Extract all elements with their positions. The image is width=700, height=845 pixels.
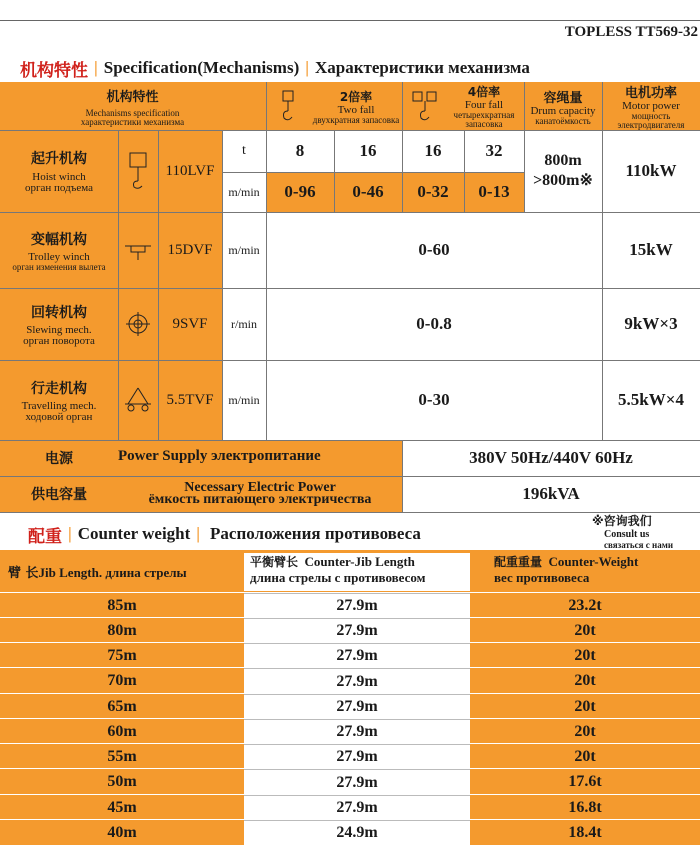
- motor-cn: 电机功率: [624, 86, 677, 101]
- counter-jib-cell: 27.9m: [244, 593, 470, 618]
- header-four-fall: [445, 82, 523, 130]
- counter-weight-cell: 20t: [470, 668, 700, 694]
- jib-length-cell: 65m: [0, 694, 244, 719]
- grid-line: [402, 440, 403, 512]
- trolley-speed: 0-60: [418, 240, 450, 259]
- counter-weight-cell: 17.6t: [470, 769, 700, 795]
- table-row: [0, 718, 700, 744]
- slew-ru: орган поворота: [23, 334, 95, 347]
- travel-model: 5.5TVF: [166, 391, 214, 408]
- counter-jib-cell: 27.9m: [244, 618, 470, 643]
- trolley-power: 15kW: [629, 240, 673, 259]
- slew-model: 9SVF: [172, 315, 208, 332]
- table-row: [0, 819, 700, 845]
- header-mech-ru: характеристики механизма: [80, 116, 185, 127]
- travel-ru: ходовой орган: [25, 410, 93, 423]
- col3-ru: вес противовеса: [494, 570, 590, 585]
- col2-ru: длина стрелы с противовесом: [250, 570, 426, 585]
- slew-en: Slewing mech.: [26, 323, 92, 336]
- slewing-icon: [118, 288, 158, 360]
- counter-heading-ru: Расположения противовеса: [210, 524, 421, 543]
- two-fall-en: Two fall: [337, 103, 375, 116]
- note-ru: связаться с нами: [604, 540, 674, 550]
- note-en: Consult us: [604, 529, 650, 540]
- counter-jib-cell: 27.9m: [244, 668, 470, 694]
- drum-value-2: >800m※: [533, 172, 593, 189]
- travel-label: [0, 360, 118, 440]
- jib-length-cell: 80m: [0, 618, 244, 643]
- counter-weight-cell: 20t: [470, 694, 700, 719]
- grid-line: [158, 130, 159, 440]
- capacity-en: Necessary Electric Power: [184, 480, 336, 495]
- jib-length-cell: 45m: [0, 795, 244, 820]
- grid-line: [464, 130, 465, 212]
- counter-weight-cell: 16.8t: [470, 795, 700, 820]
- four-fall-ru: четырехкратная запасовка: [453, 110, 515, 129]
- slew-cn: 回转机构: [31, 304, 87, 321]
- hoist-load-2: 16: [359, 141, 377, 160]
- counter-heading-en: Counter weight: [77, 524, 191, 543]
- grid-line: [0, 360, 700, 361]
- counter-jib-cell: 27.9m: [244, 769, 470, 795]
- top-rule: [0, 20, 700, 21]
- hoist-load-1: 8: [295, 141, 305, 160]
- hoist-ru: орган подъема: [24, 182, 94, 194]
- mech-section-heading: [20, 56, 530, 80]
- grid-line: [222, 130, 223, 440]
- counter-weight-cell: 23.2t: [470, 593, 700, 618]
- power-supply-cn: 电源: [45, 451, 73, 467]
- grid-line: [334, 130, 335, 212]
- hoist-drum-capacity: [524, 130, 602, 212]
- counter-weight-cell: 20t: [470, 643, 700, 668]
- hook-4fall-icon: [405, 84, 445, 128]
- model-title: TOPLESS TT569-32: [564, 24, 698, 40]
- col2-cn: 平衡臂长: [250, 555, 299, 569]
- four-fall-en: Four fall: [464, 99, 504, 111]
- mech-heading-en: Specification(Mechanisms): [103, 58, 300, 77]
- header-mech-en: Mechanisms specification: [85, 107, 180, 118]
- col3-en: Counter-Weight: [548, 554, 639, 569]
- jib-length-cell: 55m: [0, 744, 244, 769]
- table-row: [0, 667, 700, 694]
- col-counter-jib: [244, 553, 470, 591]
- hoist-model: 110LVF: [165, 162, 215, 179]
- hoist-label: [0, 130, 118, 212]
- grid-line: [0, 476, 700, 477]
- hoist-winch-icon: [118, 130, 158, 212]
- hoist-unit-speed: m/min: [228, 184, 260, 199]
- hook-2fall-icon: [268, 84, 308, 128]
- two-fall-cn: 2倍率: [339, 89, 373, 104]
- note-cn: ※咨询我们: [592, 514, 652, 528]
- hoist-speed-3: 0-32: [417, 182, 449, 201]
- two-fall-ru: двухкратная запасовка: [312, 114, 400, 125]
- trolley-label: [0, 212, 118, 288]
- capacity-cn: 供电容量: [31, 487, 87, 503]
- hoist-speed-2: 0-46: [352, 182, 384, 201]
- travel-en: Travelling mech.: [21, 399, 97, 412]
- counter-weight-cell: 20t: [470, 618, 700, 643]
- four-fall-cn: 4倍率: [467, 85, 501, 99]
- motor-en: Motor power: [622, 100, 680, 112]
- jib-length-cell: 60m: [0, 719, 244, 744]
- mech-heading-ru: Характеристики механизма: [314, 58, 530, 77]
- jib-length-cell: 85m: [0, 593, 244, 618]
- motor-ru: мощность электродвигателя: [617, 111, 685, 130]
- drum-en: Drum capacity: [530, 104, 596, 117]
- hoist-cn: 起升机构: [31, 151, 87, 167]
- hoist-power: 110kW: [625, 161, 677, 180]
- col1-cn: 臂 长: [8, 566, 39, 581]
- header-mech-spec: [0, 82, 265, 130]
- drum-cn: 容绳量: [543, 90, 583, 106]
- grid-line: [266, 82, 267, 440]
- capacity-ru: ёмкость питающего электричества: [148, 492, 372, 507]
- consult-note: [592, 512, 700, 550]
- travel-speed: 0-30: [418, 390, 450, 409]
- grid-line: [0, 288, 700, 289]
- counter-jib-cell: 27.9m: [244, 643, 470, 668]
- table-row: [0, 693, 700, 719]
- trolley-ru: орган изменения вылета: [12, 261, 106, 272]
- col3-cn: 配重重量: [494, 555, 543, 569]
- jib-length-cell: 70m: [0, 668, 244, 694]
- table-row: [0, 768, 700, 795]
- counter-jib-cell: 27.9m: [244, 694, 470, 719]
- slew-speed: 0-0.8: [416, 314, 452, 333]
- grid-line: [524, 82, 525, 212]
- trolley-model: 15DVF: [167, 241, 213, 258]
- slew-label: [0, 288, 118, 360]
- counter-weight-cell: 20t: [470, 719, 700, 744]
- separator: |: [305, 58, 309, 77]
- counter-jib-cell: 27.9m: [244, 795, 470, 820]
- header-motor-power: [602, 82, 700, 130]
- counter-weight-cell: 18.4t: [470, 820, 700, 845]
- jib-length-cell: 50m: [0, 769, 244, 795]
- slew-unit: r/min: [231, 316, 257, 331]
- hoist-unit-t: t: [242, 143, 246, 158]
- jib-length-cell: 40m: [0, 820, 244, 845]
- counter-section-heading: [28, 522, 421, 546]
- table-row: [0, 592, 700, 618]
- hoist-speed-1: 0-96: [284, 182, 316, 201]
- separator: |: [68, 524, 72, 543]
- table-row: [0, 642, 700, 668]
- hoist-speed-4: 0-13: [478, 182, 510, 201]
- jib-length-cell: 75m: [0, 643, 244, 668]
- hoist-load-4: 32: [485, 141, 503, 160]
- grid-line: [0, 212, 700, 213]
- hoist-en: Hoist winch: [32, 171, 86, 183]
- separator: |: [196, 524, 201, 543]
- header-two-fall: [310, 82, 402, 130]
- travel-cn: 行走机构: [31, 380, 87, 397]
- grid-line: [402, 82, 403, 212]
- grid-line: [0, 130, 700, 131]
- table-row: [0, 743, 700, 769]
- grid-line: [222, 172, 524, 173]
- col1-label: Jib Length. длина стрелы: [38, 565, 187, 580]
- power-supply-value: 380V 50Hz/440V 60Hz: [469, 448, 633, 467]
- hoist-load-3: 16: [424, 141, 442, 160]
- trolley-winch-icon: [118, 212, 158, 288]
- col2-en: Counter-Jib Length: [304, 554, 415, 569]
- travelling-icon: [118, 360, 158, 440]
- trolley-cn: 变幅机构: [31, 231, 87, 248]
- col-counter-weight: [494, 553, 700, 591]
- slew-power: 9kW×3: [624, 314, 678, 333]
- capacity-value: 196kVA: [522, 484, 580, 503]
- counter-jib-cell: 27.9m: [244, 744, 470, 769]
- grid-line: [602, 82, 603, 440]
- counter-jib-cell: 24.9m: [244, 820, 470, 845]
- power-supply-label: Power Supply электропитание: [118, 448, 321, 464]
- travel-unit: m/min: [228, 392, 260, 407]
- table-row: [0, 794, 700, 820]
- drum-value-1: 800m: [544, 152, 582, 169]
- travel-power: 5.5kW×4: [618, 390, 684, 409]
- mech-heading-cn: 机构特性: [20, 60, 88, 81]
- col-jib-length: [8, 562, 187, 582]
- grid-line: [0, 440, 700, 441]
- drum-ru: канатоёмкость: [535, 115, 591, 126]
- counter-jib-cell: 27.9m: [244, 719, 470, 744]
- trolley-en: Trolley winch: [28, 250, 90, 263]
- capacity-label: [118, 476, 402, 512]
- counter-weight-cell: 20t: [470, 744, 700, 769]
- trolley-unit: m/min: [228, 242, 260, 257]
- counter-heading-cn: 配重: [28, 526, 62, 547]
- table-row: [0, 617, 700, 643]
- header-drum-capacity: [524, 82, 602, 130]
- grid-line: [118, 130, 119, 440]
- separator: |: [94, 58, 98, 77]
- header-mech-cn: 机构特性: [106, 89, 159, 105]
